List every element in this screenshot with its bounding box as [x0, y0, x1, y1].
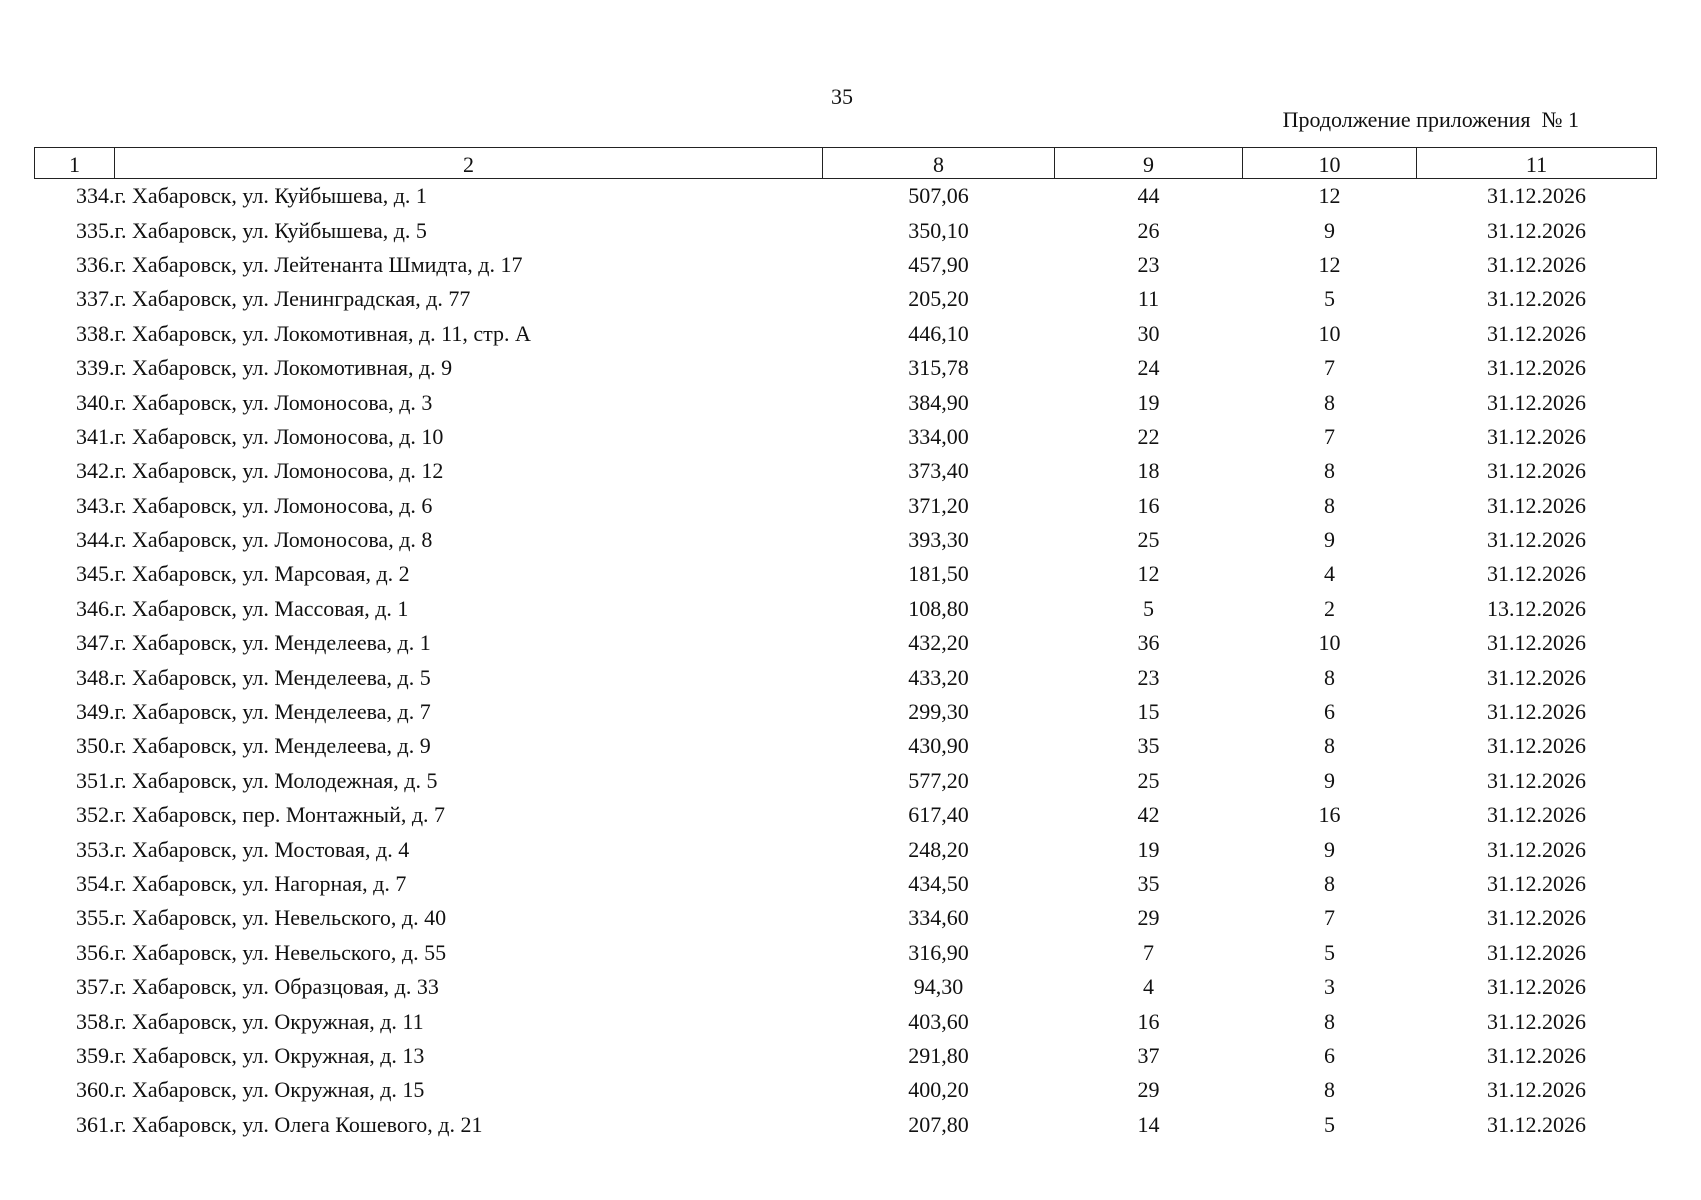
table-row: [35, 867, 1657, 901]
area-cell: 403,60: [908, 1008, 969, 1034]
area-cell: 334,60: [908, 905, 969, 931]
address-cell: г. Хабаровск, ул. Невельского, д. 55: [114, 939, 447, 965]
table-row: [35, 798, 1657, 832]
deadline-date-cell: 31.12.2026: [1487, 251, 1586, 277]
row-number: 355.: [76, 905, 115, 931]
area-cell: 207,80: [908, 1111, 969, 1137]
row-number: 338.: [76, 320, 115, 346]
column-9-cell: 44: [1137, 183, 1160, 209]
column-10-cell: 7: [1324, 355, 1335, 381]
table-row: [35, 1039, 1657, 1073]
address-cell: г. Хабаровск, ул. Молодежная, д. 5: [114, 767, 438, 793]
area-cell: 446,10: [908, 320, 969, 346]
table-row: [35, 489, 1657, 523]
deadline-date-cell: 31.12.2026: [1487, 767, 1586, 793]
deadline-date-cell: 31.12.2026: [1487, 905, 1586, 931]
row-number: 346.: [76, 595, 115, 621]
column-9-cell: 35: [1137, 733, 1160, 759]
deadline-date-cell: 31.12.2026: [1487, 1042, 1586, 1068]
deadline-date-cell: 31.12.2026: [1487, 836, 1586, 862]
deadline-date-cell: 31.12.2026: [1487, 1111, 1586, 1137]
row-number: 345.: [76, 561, 115, 587]
deadline-date-cell: 31.12.2026: [1487, 939, 1586, 965]
address-cell: г. Хабаровск, ул. Невельского, д. 40: [114, 905, 447, 931]
deadline-date-cell: 31.12.2026: [1487, 664, 1586, 690]
table-row: [35, 1108, 1657, 1142]
area-cell: 334,00: [908, 423, 969, 449]
deadline-date-cell: 31.12.2026: [1487, 286, 1586, 312]
column-number-header-row: [35, 148, 1657, 179]
area-cell: 457,90: [908, 251, 969, 277]
address-cell: г. Хабаровск, ул. Куйбышева, д. 5: [114, 217, 427, 243]
row-number: 353.: [76, 836, 115, 862]
table-row: [35, 454, 1657, 488]
column-9-cell: 12: [1137, 561, 1160, 587]
row-number: 341.: [76, 423, 115, 449]
table-row: [35, 213, 1657, 247]
table-row: [35, 420, 1657, 454]
column-9-cell: 19: [1137, 836, 1160, 862]
area-cell: 393,30: [908, 527, 969, 553]
area-cell: 400,20: [908, 1077, 969, 1103]
area-cell: 433,20: [908, 664, 969, 690]
row-number: 352.: [76, 802, 115, 828]
area-cell: 291,80: [908, 1042, 969, 1068]
address-cell: г. Хабаровск, ул. Куйбышева, д. 1: [114, 183, 427, 209]
row-number: 342.: [76, 458, 115, 484]
address-cell: г. Хабаровск, ул. Ломоносова, д. 3: [114, 389, 433, 415]
address-cell: г. Хабаровск, ул. Массовая, д. 1: [114, 595, 409, 621]
column-10-cell: 10: [1318, 630, 1341, 656]
area-cell: 577,20: [908, 767, 969, 793]
column-10-cell: 9: [1324, 836, 1335, 862]
row-number: 359.: [76, 1042, 115, 1068]
column-10-cell: 5: [1324, 286, 1335, 312]
column-10-cell: 9: [1324, 767, 1335, 793]
column-9-cell: 15: [1137, 699, 1160, 725]
column-9-cell: 7: [1143, 939, 1154, 965]
address-cell: г. Хабаровск, ул. Ленинградская, д. 77: [114, 286, 471, 312]
area-cell: 316,90: [908, 939, 969, 965]
deadline-date-cell: 31.12.2026: [1487, 527, 1586, 553]
housing-register-table: [34, 147, 1657, 1142]
row-number: 335.: [76, 217, 115, 243]
address-cell: г. Хабаровск, ул. Лейтенанта Шмидта, д. 17: [114, 251, 523, 277]
table-body: [35, 179, 1657, 1142]
row-number: 351.: [76, 767, 115, 793]
page-number: 35: [831, 84, 853, 109]
column-9-cell: 29: [1137, 1077, 1160, 1103]
column-10-cell: 8: [1324, 871, 1335, 896]
column-header: 8: [823, 148, 1055, 179]
column-9-cell: 19: [1137, 389, 1160, 415]
column-9-cell: 24: [1137, 355, 1160, 381]
table-row: [35, 936, 1657, 970]
column-10-cell: 6: [1324, 1042, 1335, 1068]
column-9-cell: 14: [1137, 1111, 1160, 1137]
table-row: [35, 970, 1657, 1004]
deadline-date-cell: 31.12.2026: [1487, 389, 1586, 415]
row-number: 344.: [76, 527, 115, 553]
address-cell: г. Хабаровск, ул. Нагорная, д. 7: [114, 871, 407, 896]
column-9-cell: 23: [1137, 664, 1160, 690]
area-cell: 315,78: [908, 355, 969, 381]
row-number: 339.: [76, 355, 115, 381]
area-cell: 350,10: [908, 217, 969, 243]
column-9-cell: 11: [1137, 286, 1160, 312]
appendix-continuation-note: Продолжение приложения № 1: [1282, 107, 1579, 132]
address-cell: г. Хабаровск, ул. Олега Кошевого, д. 21: [114, 1111, 483, 1137]
row-number: 347.: [76, 630, 115, 656]
table-row: [35, 626, 1657, 660]
deadline-date-cell: 31.12.2026: [1487, 802, 1586, 828]
row-number: 356.: [76, 939, 115, 965]
column-10-cell: 8: [1324, 1008, 1335, 1034]
column-10-cell: 3: [1324, 974, 1335, 1000]
column-10-cell: 8: [1324, 664, 1335, 690]
area-cell: 430,90: [908, 733, 969, 759]
row-number: 357.: [76, 974, 115, 1000]
address-cell: г. Хабаровск, ул. Менделеева, д. 1: [114, 630, 431, 656]
address-cell: г. Хабаровск, ул. Менделеева, д. 5: [114, 664, 431, 690]
row-number: 340.: [76, 389, 115, 415]
address-cell: г. Хабаровск, ул. Ломоносова, д. 6: [114, 492, 433, 518]
row-number: 354.: [76, 871, 115, 896]
address-cell: г. Хабаровск, ул. Образцовая, д. 33: [114, 974, 439, 1000]
address-cell: г. Хабаровск, ул. Локомотивная, д. 9: [114, 355, 453, 381]
deadline-date-cell: 31.12.2026: [1487, 320, 1586, 346]
column-9-cell: 5: [1143, 595, 1154, 621]
deadline-date-cell: 31.12.2026: [1487, 492, 1586, 518]
area-cell: 507,06: [908, 183, 969, 209]
column-9-cell: 23: [1137, 251, 1160, 277]
deadline-date-cell: 31.12.2026: [1487, 630, 1586, 656]
deadline-date-cell: 31.12.2026: [1487, 183, 1586, 209]
area-cell: 371,20: [908, 492, 969, 518]
deadline-date-cell: 31.12.2026: [1487, 217, 1586, 243]
deadline-date-cell: 31.12.2026: [1487, 1008, 1586, 1034]
table-row: [35, 1004, 1657, 1038]
area-cell: 248,20: [908, 836, 969, 862]
column-header: 9: [1055, 148, 1243, 179]
column-header: 1: [35, 148, 115, 179]
row-number: 337.: [76, 286, 115, 312]
column-header: 11: [1417, 148, 1657, 179]
column-10-cell: 2: [1324, 595, 1335, 621]
column-9-cell: 30: [1137, 320, 1160, 346]
table-row: [35, 660, 1657, 694]
deadline-date-cell: 31.12.2026: [1487, 699, 1586, 725]
column-9-cell: 16: [1137, 492, 1160, 518]
address-cell: г. Хабаровск, ул. Ломоносова, д. 8: [114, 527, 433, 553]
area-cell: 434,50: [908, 871, 969, 896]
table-row: [35, 729, 1657, 763]
table-row: [35, 832, 1657, 866]
table-row: [35, 1073, 1657, 1107]
deadline-date-cell: 31.12.2026: [1487, 974, 1586, 1000]
column-header: 10: [1243, 148, 1417, 179]
address-cell: г. Хабаровск, ул. Ломоносова, д. 12: [114, 458, 444, 484]
column-10-cell: 8: [1324, 733, 1335, 759]
column-10-cell: 12: [1318, 183, 1341, 209]
address-cell: г. Хабаровск, ул. Окружная, д. 13: [114, 1042, 425, 1068]
area-cell: 384,90: [908, 389, 969, 415]
area-cell: 617,40: [908, 802, 969, 828]
area-cell: 181,50: [908, 561, 969, 587]
area-cell: 432,20: [908, 630, 969, 656]
area-cell: 299,30: [908, 699, 969, 725]
address-cell: г. Хабаровск, ул. Окружная, д. 11: [114, 1008, 424, 1034]
column-10-cell: 8: [1324, 1077, 1335, 1103]
table-row: [35, 592, 1657, 626]
table-row: [35, 901, 1657, 935]
column-10-cell: 5: [1324, 1111, 1335, 1137]
row-number: 348.: [76, 664, 115, 690]
deadline-date-cell: 31.12.2026: [1487, 871, 1586, 896]
column-10-cell: 6: [1324, 699, 1335, 725]
row-number: 360.: [76, 1077, 115, 1103]
row-number: 336.: [76, 251, 115, 277]
column-header: 2: [115, 148, 823, 179]
column-9-cell: 25: [1137, 767, 1160, 793]
table-row: [35, 764, 1657, 798]
deadline-date-cell: 31.12.2026: [1487, 355, 1586, 381]
deadline-date-cell: 31.12.2026: [1487, 1077, 1586, 1103]
address-cell: г. Хабаровск, пер. Монтажный, д. 7: [114, 802, 446, 828]
deadline-date-cell: 31.12.2026: [1487, 561, 1586, 587]
table-row: [35, 248, 1657, 282]
table-row: [35, 351, 1657, 385]
column-10-cell: 7: [1324, 905, 1335, 931]
column-10-cell: 4: [1324, 561, 1335, 587]
address-cell: г. Хабаровск, ул. Марсовая, д. 2: [114, 561, 410, 587]
deadline-date-cell: 13.12.2026: [1487, 595, 1586, 621]
column-10-cell: 7: [1324, 423, 1335, 449]
column-9-cell: 35: [1137, 871, 1160, 896]
deadline-date-cell: 31.12.2026: [1487, 733, 1586, 759]
column-9-cell: 26: [1137, 217, 1160, 243]
row-number: 349.: [76, 699, 115, 725]
area-cell: 94,30: [913, 974, 964, 1000]
column-10-cell: 10: [1318, 320, 1341, 346]
column-9-cell: 42: [1137, 802, 1160, 828]
table-row: [35, 317, 1657, 351]
column-9-cell: 16: [1137, 1008, 1160, 1034]
address-cell: г. Хабаровск, ул. Менделеева, д. 7: [114, 699, 431, 725]
column-9-cell: 37: [1137, 1042, 1160, 1068]
table-row: [35, 282, 1657, 316]
address-cell: г. Хабаровск, ул. Мостовая, д. 4: [114, 836, 410, 862]
table-row: [35, 557, 1657, 591]
area-cell: 108,80: [908, 595, 969, 621]
deadline-date-cell: 31.12.2026: [1487, 423, 1586, 449]
row-number: 350.: [76, 733, 115, 759]
column-10-cell: 8: [1324, 389, 1335, 415]
column-10-cell: 8: [1324, 458, 1335, 484]
column-9-cell: 22: [1137, 423, 1160, 449]
column-10-cell: 9: [1324, 217, 1335, 243]
table-row: [35, 523, 1657, 557]
column-9-cell: 4: [1143, 974, 1154, 1000]
row-number: 361.: [76, 1111, 115, 1137]
address-cell: г. Хабаровск, ул. Локомотивная, д. 11, стр. А: [114, 320, 531, 346]
deadline-date-cell: 31.12.2026: [1487, 458, 1586, 484]
table-row: [35, 179, 1657, 214]
table-row: [35, 385, 1657, 419]
row-number: 343.: [76, 492, 115, 518]
row-number: 334.: [76, 183, 115, 209]
area-cell: 205,20: [908, 286, 969, 312]
column-9-cell: 18: [1137, 458, 1160, 484]
column-10-cell: 9: [1324, 527, 1335, 553]
address-cell: г. Хабаровск, ул. Ломоносова, д. 10: [114, 423, 444, 449]
column-10-cell: 12: [1318, 251, 1341, 277]
column-10-cell: 5: [1324, 939, 1335, 965]
column-9-cell: 25: [1137, 527, 1160, 553]
row-number: 358.: [76, 1008, 115, 1034]
column-10-cell: 16: [1318, 802, 1341, 828]
column-10-cell: 8: [1324, 492, 1335, 518]
address-cell: г. Хабаровск, ул. Менделеева, д. 9: [114, 733, 431, 759]
column-9-cell: 29: [1137, 905, 1160, 931]
area-cell: 373,40: [908, 458, 969, 484]
table-row: [35, 695, 1657, 729]
column-9-cell: 36: [1137, 630, 1160, 656]
address-cell: г. Хабаровск, ул. Окружная, д. 15: [114, 1077, 425, 1103]
